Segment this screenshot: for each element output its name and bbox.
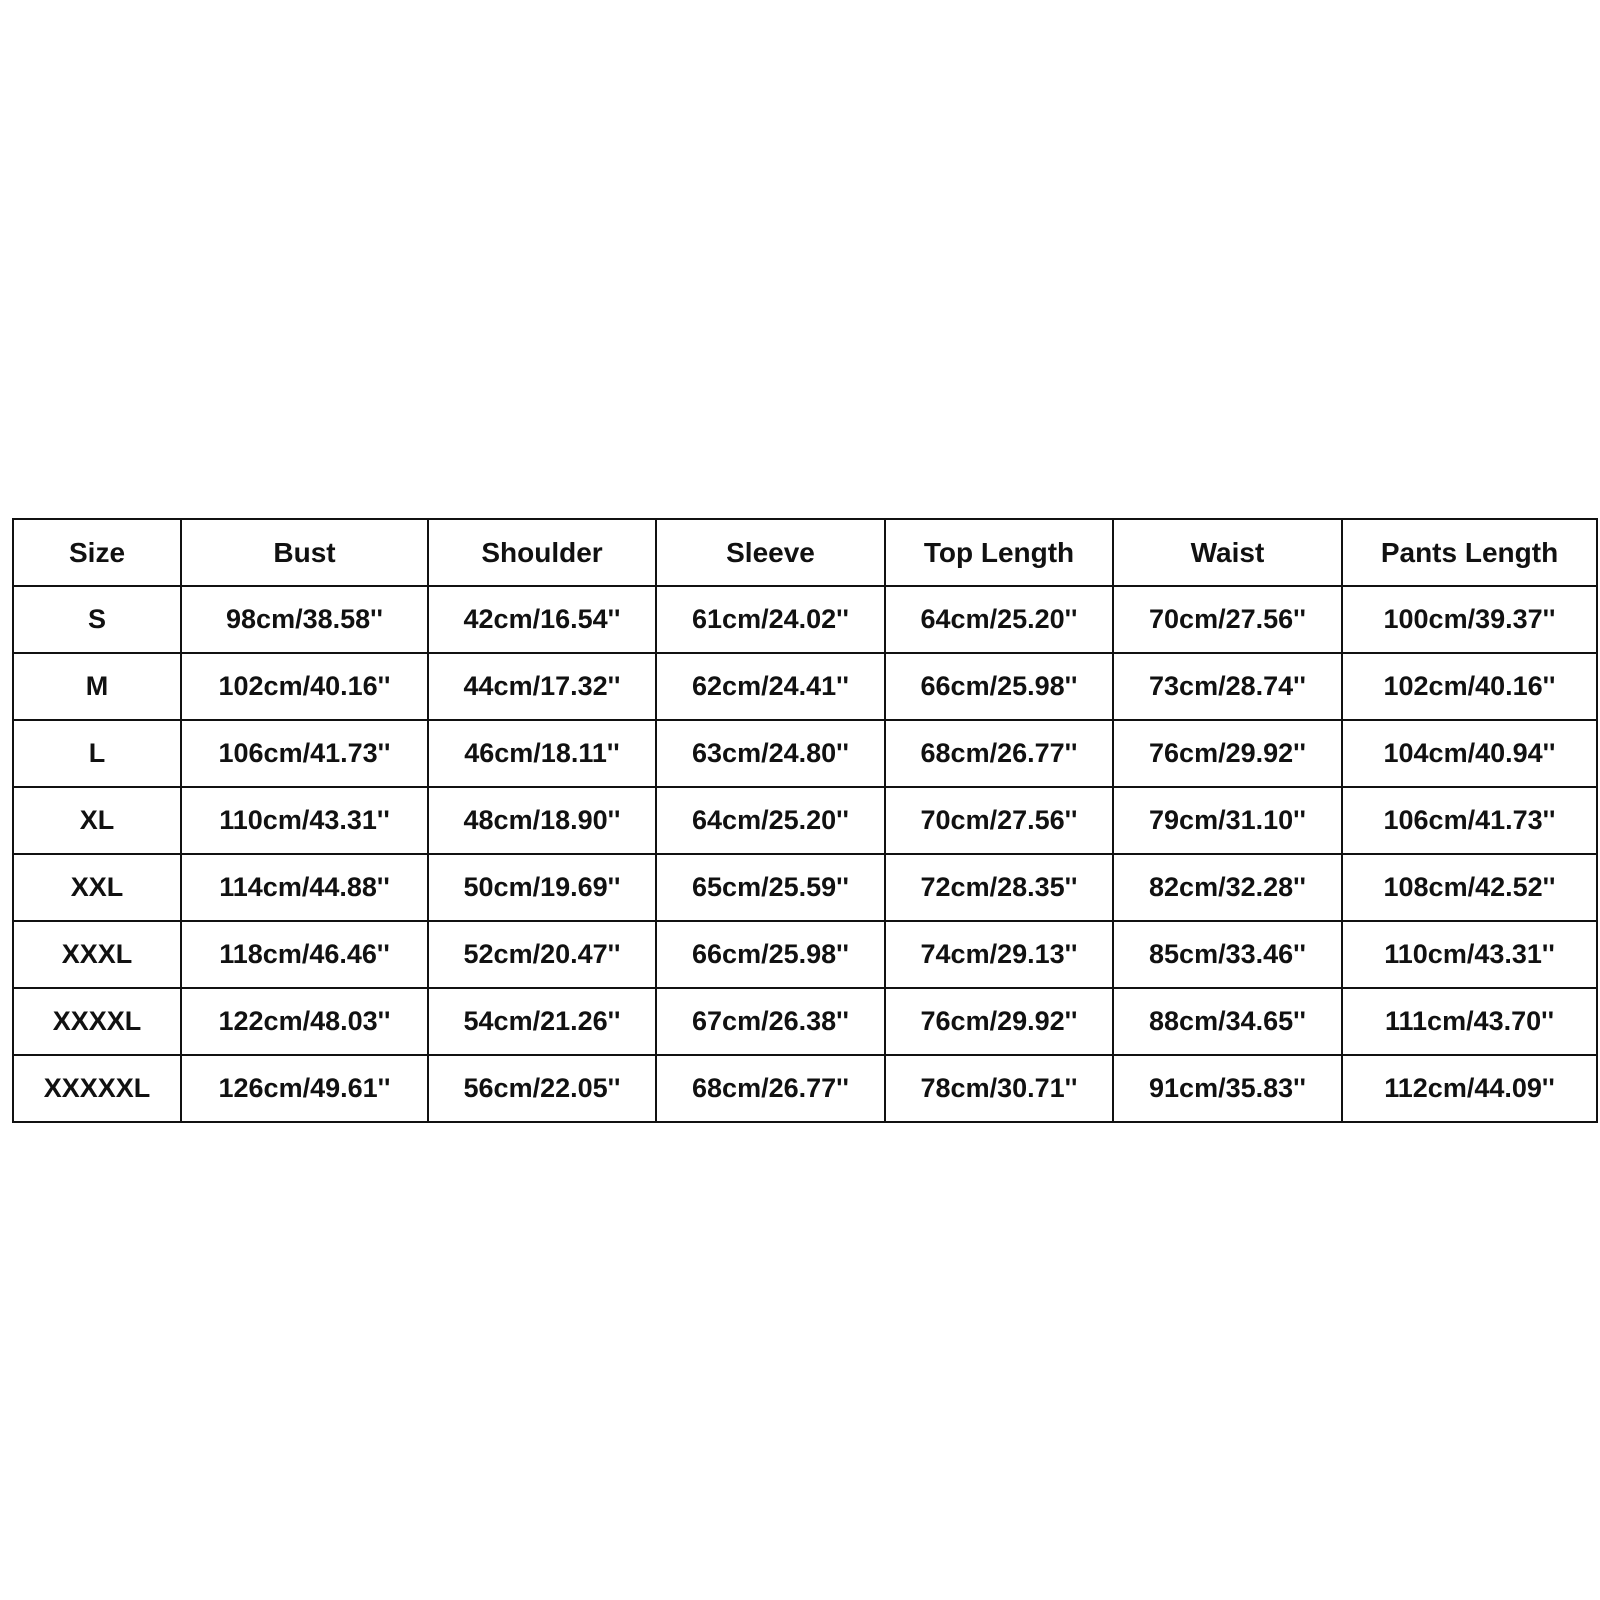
size-cell: M	[13, 653, 181, 720]
shoulder-cell: 56cm/22.05''	[428, 1055, 656, 1122]
header-row	[13, 519, 1597, 586]
size-chart-table	[12, 518, 1598, 1123]
bust-cell: 122cm/48.03''	[181, 988, 428, 1055]
sleeve-cell: 64cm/25.20''	[656, 787, 885, 854]
sleeve-cell: 63cm/24.80''	[656, 720, 885, 787]
sleeve-cell: 62cm/24.41''	[656, 653, 885, 720]
waist-cell: 76cm/29.92''	[1113, 720, 1342, 787]
size-cell: XXXL	[13, 921, 181, 988]
column-header-bust: Bust	[181, 519, 428, 586]
shoulder-cell: 46cm/18.11''	[428, 720, 656, 787]
pants-length-cell: 110cm/43.31''	[1342, 921, 1597, 988]
column-header-sleeve: Sleeve	[656, 519, 885, 586]
pants-length-cell: 100cm/39.37''	[1342, 586, 1597, 653]
table-row	[13, 854, 1597, 921]
bust-cell: 106cm/41.73''	[181, 720, 428, 787]
waist-cell: 82cm/32.28''	[1113, 854, 1342, 921]
table-row	[13, 787, 1597, 854]
top-length-cell: 70cm/27.56''	[885, 787, 1113, 854]
pants-length-cell: 102cm/40.16''	[1342, 653, 1597, 720]
size-cell: XXXXXL	[13, 1055, 181, 1122]
sleeve-cell: 66cm/25.98''	[656, 921, 885, 988]
size-cell: L	[13, 720, 181, 787]
size-cell: S	[13, 586, 181, 653]
waist-cell: 70cm/27.56''	[1113, 586, 1342, 653]
bust-cell: 126cm/49.61''	[181, 1055, 428, 1122]
top-length-cell: 66cm/25.98''	[885, 653, 1113, 720]
waist-cell: 91cm/35.83''	[1113, 1055, 1342, 1122]
top-length-cell: 78cm/30.71''	[885, 1055, 1113, 1122]
top-length-cell: 74cm/29.13''	[885, 921, 1113, 988]
shoulder-cell: 48cm/18.90''	[428, 787, 656, 854]
waist-cell: 88cm/34.65''	[1113, 988, 1342, 1055]
column-header-pants-length: Pants Length	[1342, 519, 1597, 586]
pants-length-cell: 106cm/41.73''	[1342, 787, 1597, 854]
pants-length-cell: 104cm/40.94''	[1342, 720, 1597, 787]
table-row	[13, 988, 1597, 1055]
column-header-waist: Waist	[1113, 519, 1342, 586]
bust-cell: 110cm/43.31''	[181, 787, 428, 854]
sleeve-cell: 65cm/25.59''	[656, 854, 885, 921]
table-row	[13, 720, 1597, 787]
table-row	[13, 653, 1597, 720]
pants-length-cell: 111cm/43.70''	[1342, 988, 1597, 1055]
size-cell: XL	[13, 787, 181, 854]
column-header-shoulder: Shoulder	[428, 519, 656, 586]
column-header-top-length: Top Length	[885, 519, 1113, 586]
pants-length-cell: 112cm/44.09''	[1342, 1055, 1597, 1122]
column-header-size: Size	[13, 519, 181, 586]
top-length-cell: 76cm/29.92''	[885, 988, 1113, 1055]
waist-cell: 73cm/28.74''	[1113, 653, 1342, 720]
size-cell: XXL	[13, 854, 181, 921]
sleeve-cell: 68cm/26.77''	[656, 1055, 885, 1122]
sleeve-cell: 67cm/26.38''	[656, 988, 885, 1055]
sleeve-cell: 61cm/24.02''	[656, 586, 885, 653]
bust-cell: 118cm/46.46''	[181, 921, 428, 988]
table-row	[13, 1055, 1597, 1122]
shoulder-cell: 44cm/17.32''	[428, 653, 656, 720]
size-cell: XXXXL	[13, 988, 181, 1055]
waist-cell: 79cm/31.10''	[1113, 787, 1342, 854]
bust-cell: 114cm/44.88''	[181, 854, 428, 921]
shoulder-cell: 52cm/20.47''	[428, 921, 656, 988]
top-length-cell: 68cm/26.77''	[885, 720, 1113, 787]
pants-length-cell: 108cm/42.52''	[1342, 854, 1597, 921]
top-length-cell: 72cm/28.35''	[885, 854, 1113, 921]
waist-cell: 85cm/33.46''	[1113, 921, 1342, 988]
bust-cell: 102cm/40.16''	[181, 653, 428, 720]
shoulder-cell: 42cm/16.54''	[428, 586, 656, 653]
shoulder-cell: 54cm/21.26''	[428, 988, 656, 1055]
bust-cell: 98cm/38.58''	[181, 586, 428, 653]
table-row	[13, 586, 1597, 653]
table-row	[13, 921, 1597, 988]
shoulder-cell: 50cm/19.69''	[428, 854, 656, 921]
top-length-cell: 64cm/25.20''	[885, 586, 1113, 653]
